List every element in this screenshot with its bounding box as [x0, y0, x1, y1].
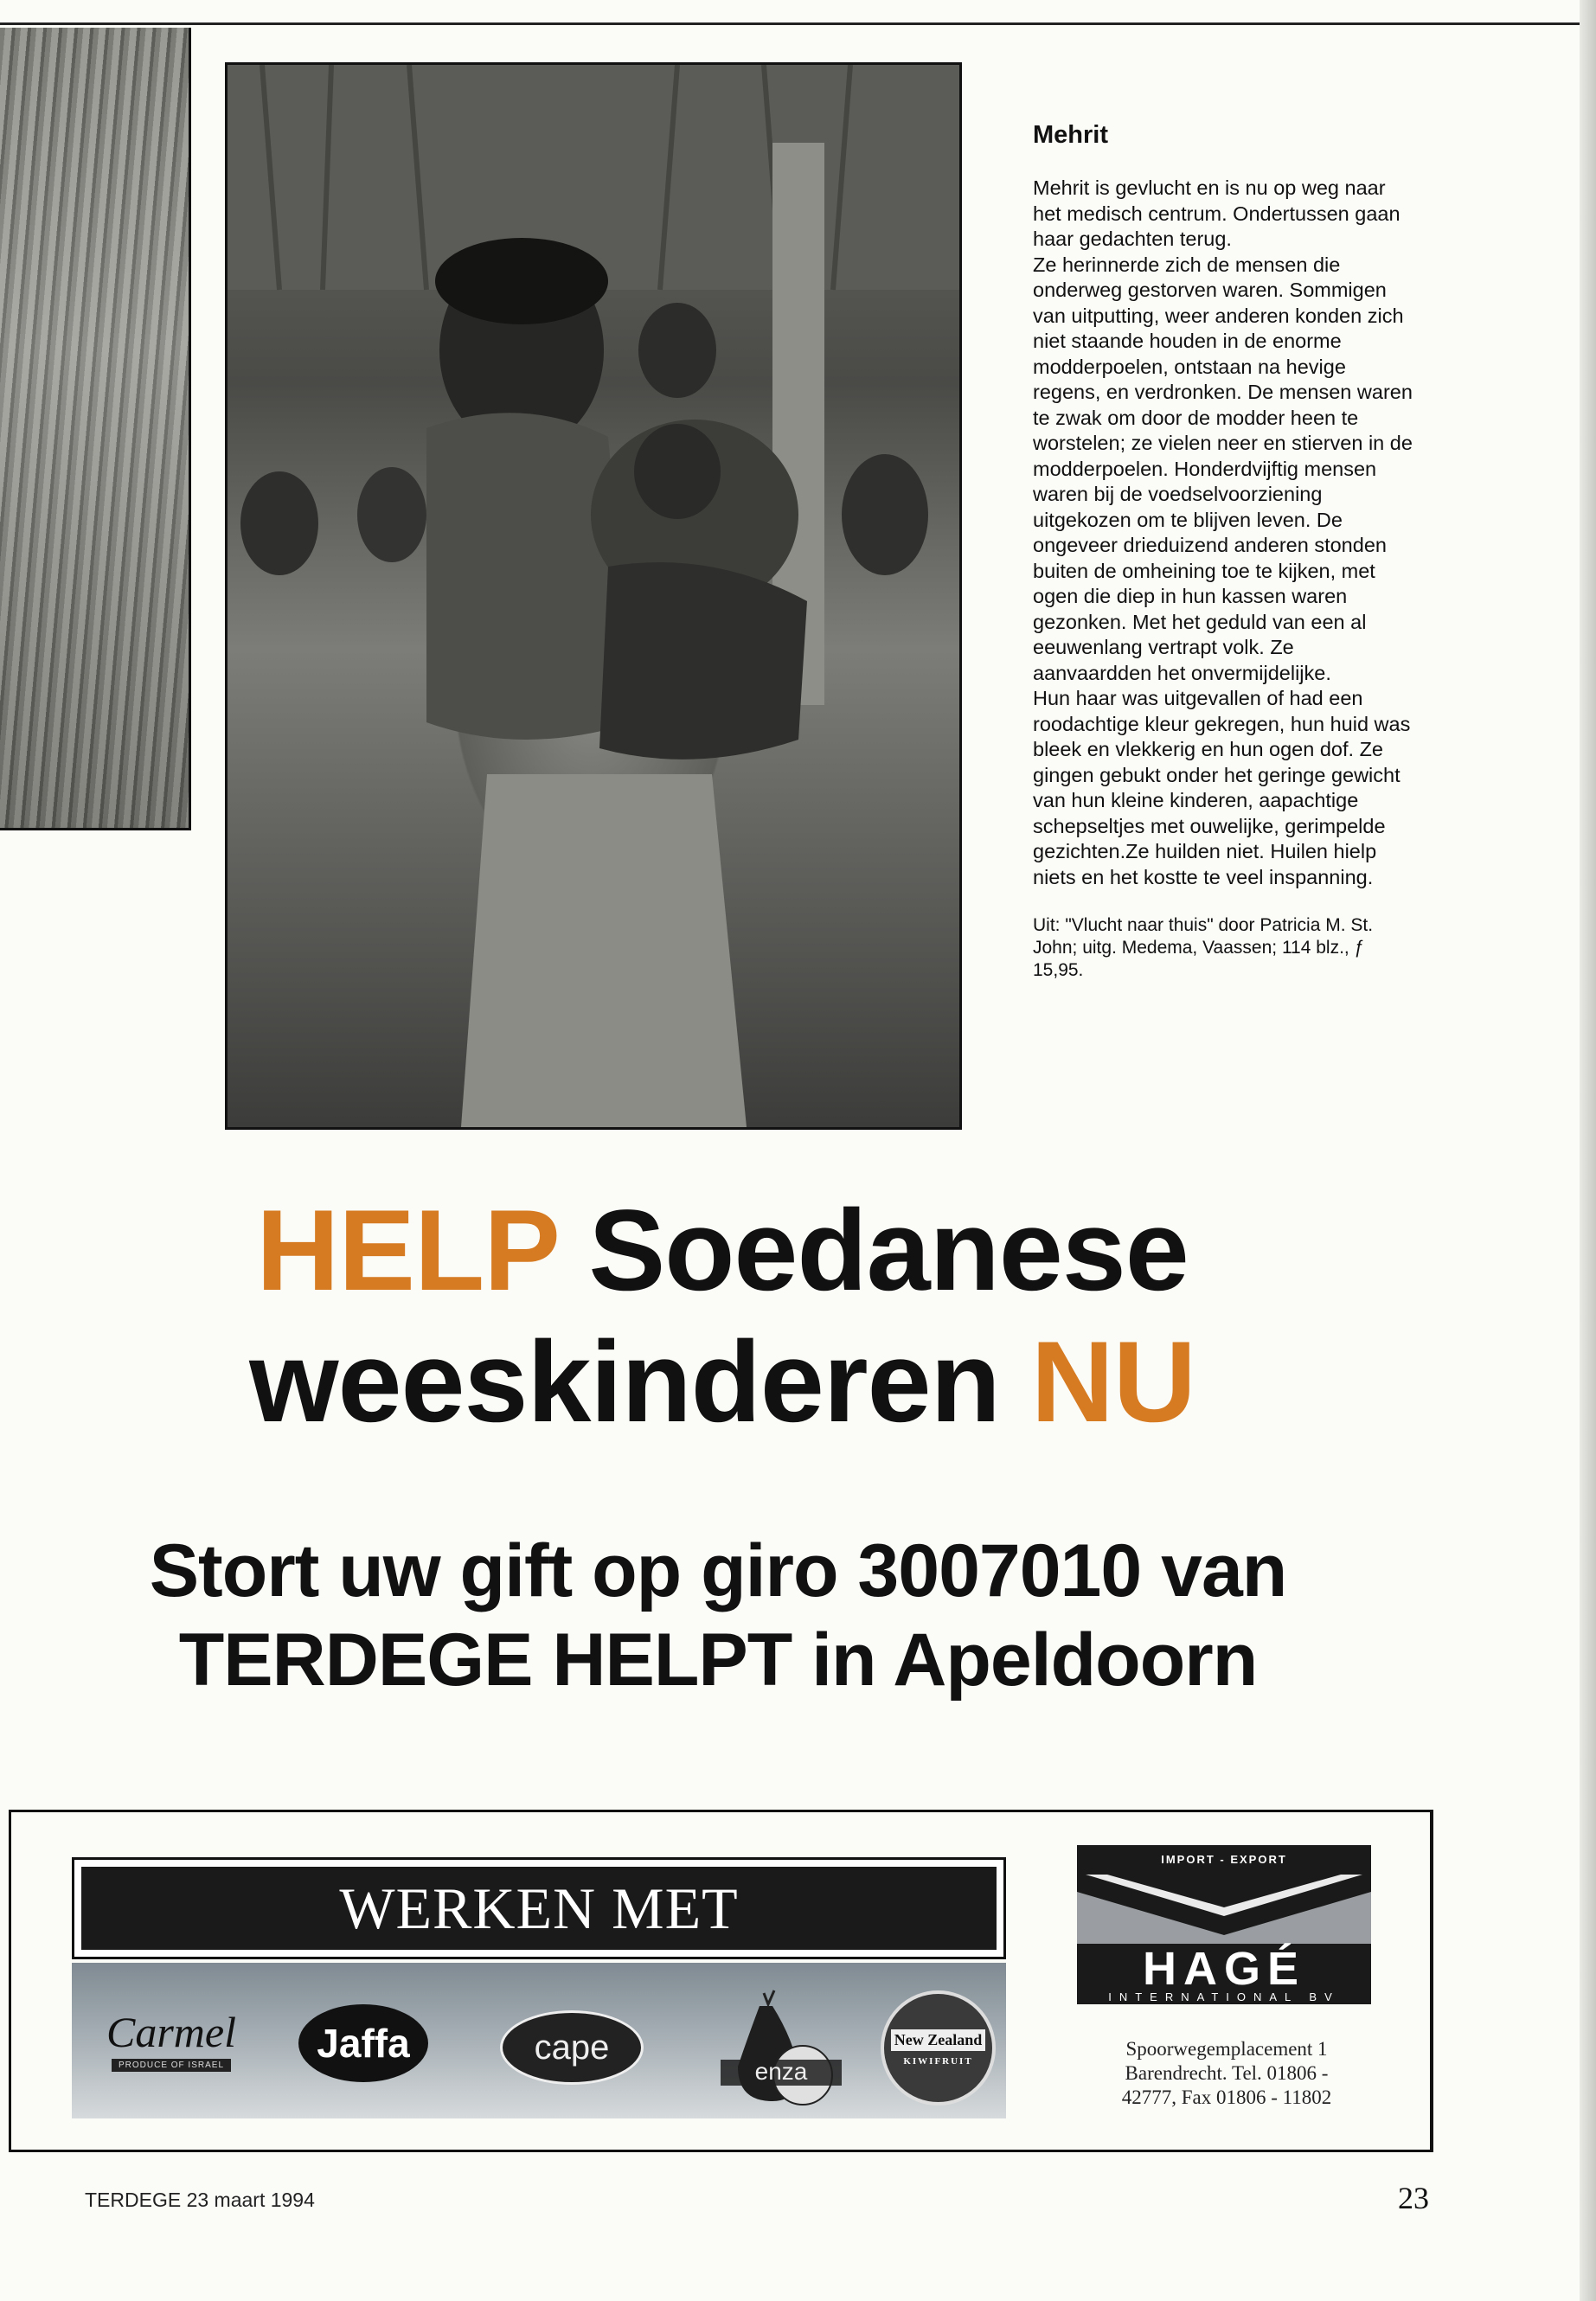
- donation-call: [104, 1527, 1332, 1705]
- article-paragraph: Ze herinnerde zich de mensen die onderweg gestorven waren. Sommigen van uitputting, weer anderen konden zich niet staande houden in de enorme modderpoelen, ontstaan na hevige regens, en verdronken. De mensen waren te zwak om door de modder heen te worstelen; ze vielen neer en stierven in de modderpoelen. Honderdvijftig mensen waren bij de voedselvoorziening uitgekozen om te blijven leven. De ongeveer drieduizend anderen stonden buiten de omheining toe te kijken, met ogen die diep in hun kassen waren gezonken. Met het geduld van een al eeuwenlang vertrapt volk. Ze aanvaardden het onvermijdelijke.: [1033, 253, 1413, 684]
- article-paragraph: Hun haar was uitgevallen of had een roodachtige kleur gekregen, hun huid was bleek en vlekkerig en hun ogen dof. Ze gingen gebukt onder het geringe gewicht van hun kleine kinderen, aapachtige schepseltjes met ouwelijke, gerimpelde gezichten.Ze huilden niet. Huilen hielp niets en het kostte te veel inspanning.: [1033, 687, 1411, 888]
- pear-apple-icon: [721, 1989, 842, 2106]
- new-zealand-kiwifruit-logo: [881, 1990, 996, 2106]
- hage-chevron: [1077, 1875, 1371, 1944]
- nz-logo-ring-text: KIWIFRUIT: [903, 2056, 973, 2067]
- article-source: Uit: "Vlucht naar thuis" door Patricia M. St. John; uitg. Medema, Vaassen; 114 blz., ƒ 15,95.: [1033, 915, 1374, 980]
- advertisement: [9, 1810, 1433, 2152]
- article: [1033, 121, 1413, 982]
- hage-sub: INTERNATIONAL BV: [1108, 1990, 1340, 2003]
- carmel-logo-text: Carmel: [106, 2007, 236, 2056]
- article-title: Mehrit: [1033, 121, 1108, 149]
- hage-address-line: Spoorwegemplacement 1: [1125, 2038, 1328, 2060]
- enza-logo: [721, 1989, 842, 2106]
- article-paragraph: Mehrit is gevlucht en is nu op weg naar het medisch centrum. Ondertussen gaan haar gedachten terug.: [1033, 176, 1401, 250]
- headline-line1-rest: Soedanese: [557, 1187, 1189, 1315]
- headline-line-1: [156, 1185, 1289, 1317]
- hage-name: HAGÉ: [1142, 1943, 1305, 1995]
- page-edge: [1580, 0, 1596, 2301]
- hage-address: [1067, 2037, 1387, 2110]
- donation-line-1: Stort uw gift op giro 3007010 van: [149, 1529, 1287, 1612]
- chevron-icon: [1077, 1875, 1371, 1944]
- brand-panel: [72, 1857, 1006, 2118]
- children-photo: [225, 62, 962, 1130]
- footer-magazine: TERDEGE 23 maart 1994: [85, 2189, 315, 2211]
- hage-address-line: 42777, Fax 01806 - 11802: [1121, 2086, 1332, 2108]
- hage-logo: [1077, 1845, 1371, 2001]
- cape-logo: cape: [500, 2010, 644, 2085]
- carmel-logo-sub: PRODUCE OF ISRAEL: [112, 2059, 231, 2072]
- hage-name-block: [1077, 1944, 1371, 2004]
- carmel-logo: [98, 1996, 245, 2082]
- top-rule: [0, 22, 1583, 25]
- donation-line-2: TERDEGE HELPT in Apeldoorn: [178, 1618, 1258, 1702]
- jaffa-logo: Jaffa: [298, 2004, 428, 2082]
- headline-help: HELP: [256, 1187, 558, 1315]
- article-body: [1033, 176, 1413, 890]
- landscape-photo: [0, 28, 191, 830]
- headline-nu: NU: [1030, 1318, 1195, 1446]
- headline-line2-start: weeskinderen: [249, 1318, 1031, 1446]
- ad-banner: [72, 1857, 1006, 1959]
- nz-logo-text: New Zealand: [891, 2029, 986, 2051]
- ad-banner-text: WERKEN MET: [81, 1867, 997, 1950]
- hage-top-text: IMPORT - EXPORT: [1077, 1845, 1371, 1875]
- brand-strip: [72, 1963, 1006, 2118]
- headline-line-2: [156, 1317, 1289, 1448]
- enza-logo-text: enza: [754, 2058, 808, 2085]
- headline: [156, 1185, 1289, 1448]
- hage-address-line: Barendrecht. Tel. 01806 -: [1125, 2062, 1329, 2084]
- page-number: 23: [1398, 2181, 1429, 2215]
- children-photo-illustration: [228, 65, 959, 1127]
